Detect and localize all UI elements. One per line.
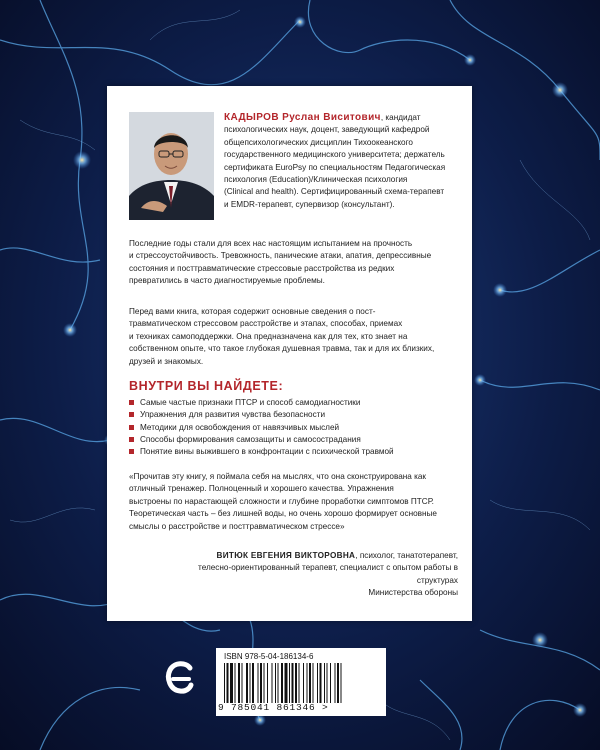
list-item: Самые частые признаки ПТСР и способ самодиагностики bbox=[129, 397, 459, 409]
inside-list bbox=[129, 397, 459, 458]
reviewer-signature: ВИТЮК ЕВГЕНИЯ ВИКТОРОВНА, психолог, танатотерапевт, телесно-ориентированный терапевт, специалист с опытом работы в структурах Министерства обороны bbox=[198, 551, 458, 598]
bullet-square-icon bbox=[129, 425, 134, 430]
bullet-square-icon bbox=[129, 400, 134, 405]
barcode bbox=[216, 648, 386, 716]
author-bio: КАДЫРОВ Руслан Виситович, кандидат психологических наук, доцент, заведующий кафедрой общепсихологических дисциплин Тихоокеанского государственного медицинского университета; держатель сертификата EuroPsy по специальностям Педагогическая психология (Education)/Клиническая психология (Clinical and health). Сертифицированный схема-терапевт и EMDR-терапевт, супервизор (консультант). bbox=[224, 112, 446, 209]
description-paragraph: Перед вами книга, которая содержит основные сведения о пост- травматическом стрессовом расстройстве и этапах, способах, приемах и техниках самоподдержки. Она предназначена как для тех, кто знает на собственном опыте, что такое глубокая душевная травма, так и для их близких, друзей и знакомых. bbox=[129, 307, 435, 366]
list-item: Способы формирования самозащиты и самосострадания bbox=[129, 434, 459, 446]
bullet-square-icon bbox=[129, 437, 134, 442]
isbn-label: ISBN 978-5-04-186134-6 bbox=[224, 652, 314, 661]
back-cover-panel bbox=[107, 86, 472, 621]
list-item: Понятие вины выжившего в конфронтации с психической травмой bbox=[129, 446, 459, 458]
list-item: Упражнения для развития чувства безопасности bbox=[129, 409, 459, 421]
eksmo-logo-icon bbox=[163, 658, 197, 698]
author-photo bbox=[129, 112, 214, 220]
reviewer-name: ВИТЮК ЕВГЕНИЯ ВИКТОРОВНА bbox=[216, 551, 356, 560]
barcode-bars-icon bbox=[224, 663, 378, 703]
list-item: Методики для освобождения от навязчивых мыслей bbox=[129, 422, 459, 434]
bullet-square-icon bbox=[129, 449, 134, 454]
review-quote: «Прочитав эту книгу, я поймала себя на мыслях, что она сконструирована как отличный тренажер. Полноценный и хорошего качества. Упражнения выстроены по нарастающей сложности и глубине проработки симптомов ПТСР. Теоретическая часть – без лишней воды, но очень хорошо формирует основные смыслы о расстройстве и посттравматическом стрессе» bbox=[129, 472, 437, 531]
intro-paragraph: Последние годы стали для всех нас настоящим испытанием на прочность и стрессоустойчивость. Тревожность, панические атаки, апатия, депрессивные состояния и посттравматические стрессовые расстройства из редких превратились в часто диагностируемые проблемы. bbox=[129, 239, 432, 286]
bullet-square-icon bbox=[129, 412, 134, 417]
barcode-digits: 9 785041 861346 > bbox=[218, 702, 329, 713]
author-name: КАДЫРОВ Руслан Виситович bbox=[224, 112, 381, 123]
inside-heading: ВНУТРИ ВЫ НАЙДЕТЕ: bbox=[129, 379, 284, 393]
